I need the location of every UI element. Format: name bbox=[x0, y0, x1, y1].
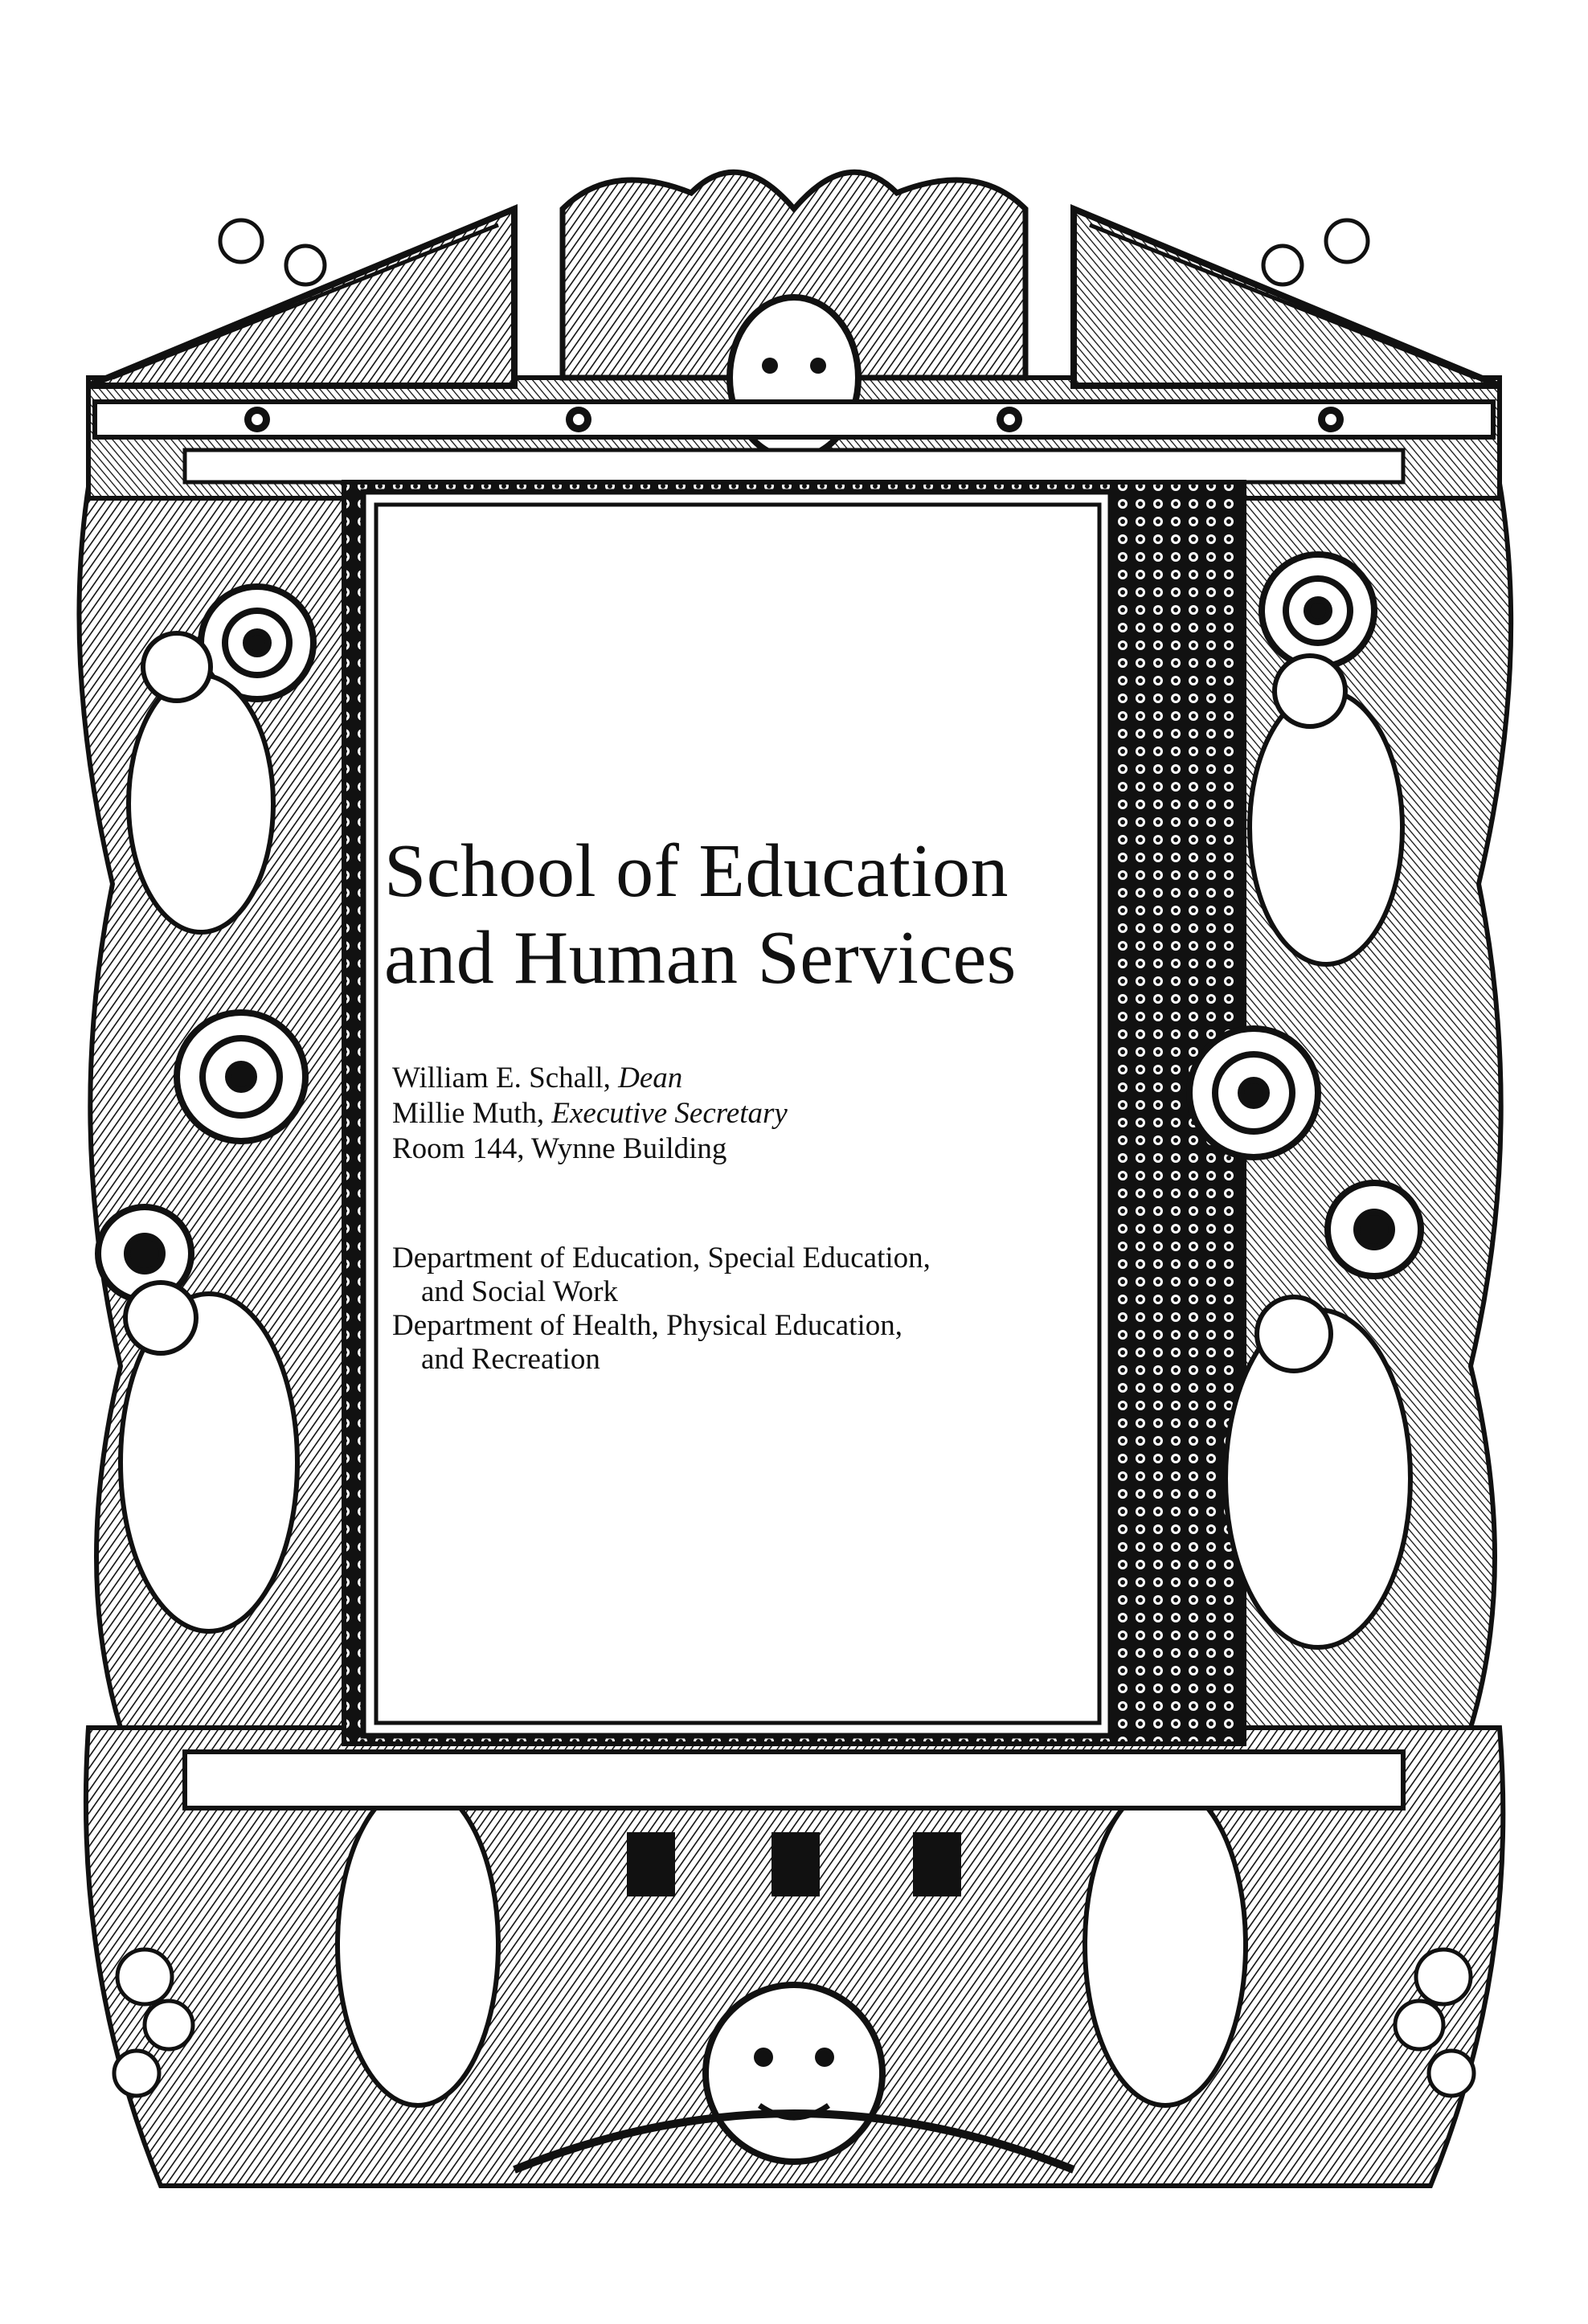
pediment-left bbox=[88, 209, 514, 386]
title-line-2: and Human Services bbox=[384, 916, 1017, 1000]
pediment-right bbox=[1074, 209, 1500, 386]
department-2-line-1: Department of Health, Physical Education, bbox=[392, 1309, 902, 1342]
dean-line bbox=[392, 1061, 788, 1096]
secretary-name: Millie Muth, bbox=[392, 1097, 545, 1130]
departments-list bbox=[392, 1242, 931, 1377]
dean-title: Dean bbox=[618, 1062, 683, 1094]
page-title bbox=[384, 828, 1017, 1001]
department-2-line-2: and Recreation bbox=[421, 1343, 600, 1376]
staff-block bbox=[392, 1061, 788, 1167]
secretary-line bbox=[392, 1096, 788, 1131]
secretary-title: Executive Secretary bbox=[551, 1097, 788, 1130]
title-line-1: School of Education bbox=[384, 829, 1009, 913]
office-location: Room 144, Wynne Building bbox=[392, 1132, 727, 1165]
department-1-line-2: and Social Work bbox=[421, 1275, 619, 1308]
department-1-line-1: Department of Education, Special Education, bbox=[392, 1242, 931, 1275]
dean-name: William E. Schall, bbox=[392, 1062, 611, 1094]
text-panel bbox=[376, 498, 1112, 1728]
